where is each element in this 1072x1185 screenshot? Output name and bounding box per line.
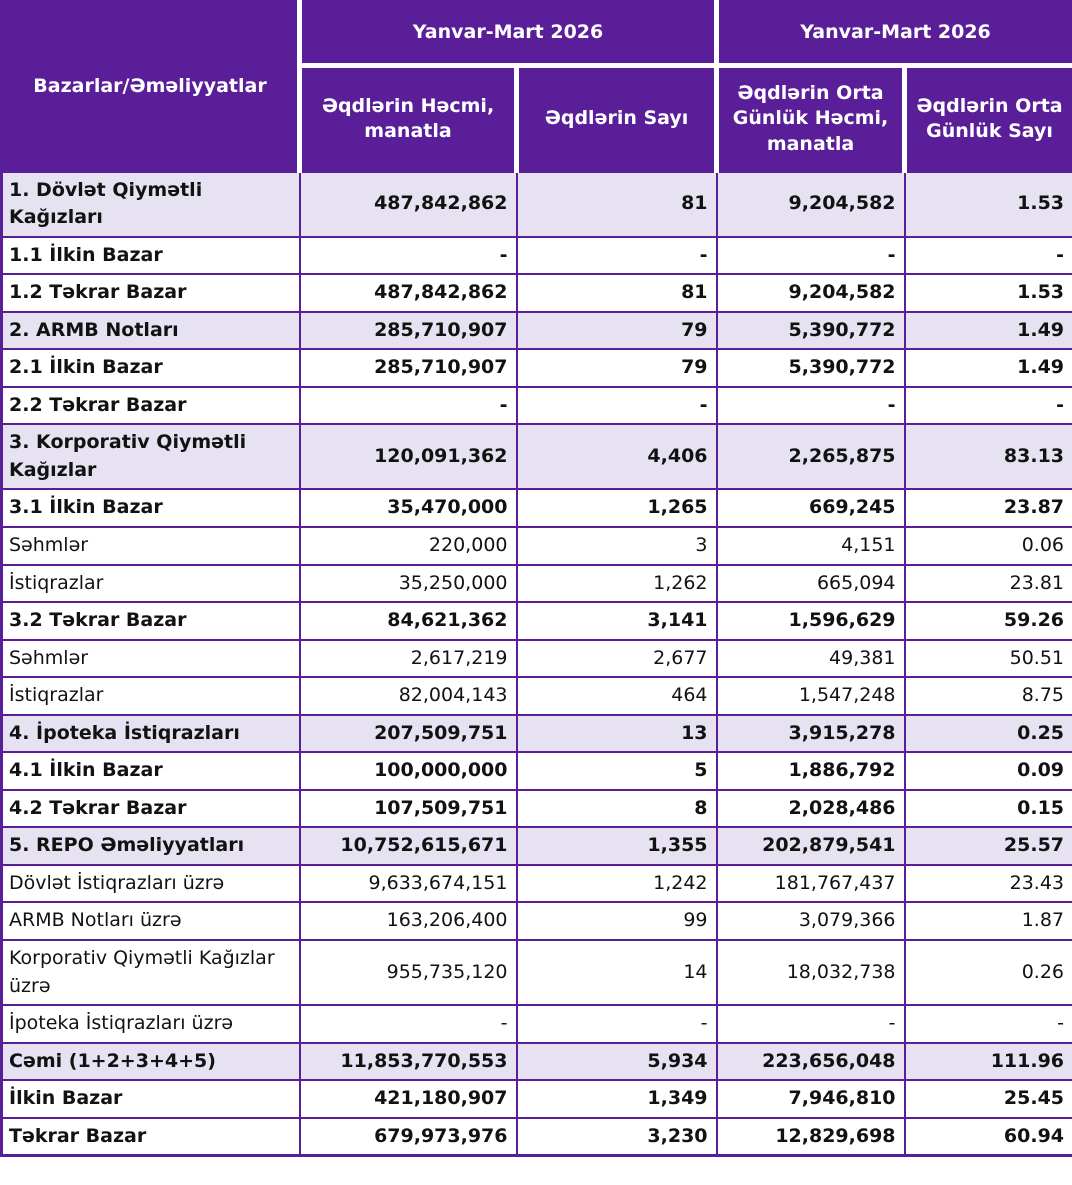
value-cell: 79 bbox=[517, 312, 717, 350]
value-cell: 120,091,362 bbox=[300, 424, 517, 489]
value-cell: 955,735,120 bbox=[300, 940, 517, 1005]
value-cell: 2,617,219 bbox=[300, 640, 517, 678]
value-cell: 3,230 bbox=[517, 1118, 717, 1156]
value-cell: 207,509,751 bbox=[300, 715, 517, 753]
value-cell: 35,470,000 bbox=[300, 489, 517, 527]
value-cell: 669,245 bbox=[717, 489, 905, 527]
col-header-deal-volume: Əqdlərin Həcmi, manatla bbox=[300, 66, 517, 172]
table-row bbox=[2, 790, 1072, 828]
value-cell: 202,879,541 bbox=[717, 827, 905, 865]
value-cell: 1,262 bbox=[517, 565, 717, 603]
value-cell: 84,621,362 bbox=[300, 602, 517, 640]
row-label: Cəmi (1+2+3+4+5) bbox=[2, 1043, 300, 1081]
value-cell: 665,094 bbox=[717, 565, 905, 603]
value-cell: - bbox=[905, 237, 1072, 275]
value-cell: 285,710,907 bbox=[300, 349, 517, 387]
value-cell: - bbox=[517, 1005, 717, 1043]
value-cell: 12,829,698 bbox=[717, 1118, 905, 1156]
row-label: 1.2 Təkrar Bazar bbox=[2, 274, 300, 312]
value-cell: 35,250,000 bbox=[300, 565, 517, 603]
table-row bbox=[2, 237, 1072, 275]
value-cell: 14 bbox=[517, 940, 717, 1005]
row-label: 4. İpoteka İstiqrazları bbox=[2, 715, 300, 753]
row-label: İstiqrazlar bbox=[2, 677, 300, 715]
value-cell: 8 bbox=[517, 790, 717, 828]
row-label: 1. Dövlət Qiymətli Kağızları bbox=[2, 172, 300, 237]
value-cell: 111.96 bbox=[905, 1043, 1072, 1081]
value-cell: 3,079,366 bbox=[717, 902, 905, 940]
value-cell: 4,151 bbox=[717, 527, 905, 565]
table-row bbox=[2, 1043, 1072, 1081]
row-label: Səhmlər bbox=[2, 640, 300, 678]
table-row bbox=[2, 640, 1072, 678]
value-cell: 1,886,792 bbox=[717, 752, 905, 790]
value-cell: 2,677 bbox=[517, 640, 717, 678]
row-label: 4.2 Təkrar Bazar bbox=[2, 790, 300, 828]
value-cell: 679,973,976 bbox=[300, 1118, 517, 1156]
value-cell: 1.49 bbox=[905, 312, 1072, 350]
period-group-1-header: Yanvar-Mart 2026 bbox=[300, 2, 717, 66]
row-label: İstiqrazlar bbox=[2, 565, 300, 603]
table-row bbox=[2, 565, 1072, 603]
value-cell: - bbox=[717, 387, 905, 425]
table-row bbox=[2, 1005, 1072, 1043]
value-cell: 3,915,278 bbox=[717, 715, 905, 753]
value-cell: - bbox=[905, 387, 1072, 425]
value-cell: 0.06 bbox=[905, 527, 1072, 565]
value-cell: 49,381 bbox=[717, 640, 905, 678]
value-cell: 5,390,772 bbox=[717, 312, 905, 350]
table-row bbox=[2, 349, 1072, 387]
value-cell: 10,752,615,671 bbox=[300, 827, 517, 865]
value-cell: 9,204,582 bbox=[717, 274, 905, 312]
value-cell: 421,180,907 bbox=[300, 1080, 517, 1118]
value-cell: 487,842,862 bbox=[300, 172, 517, 237]
value-cell: - bbox=[717, 237, 905, 275]
value-cell: 0.25 bbox=[905, 715, 1072, 753]
col-header-avg-daily-volume: Əqdlərin Orta Günlük Həcmi, manatla bbox=[717, 66, 905, 172]
table-row bbox=[2, 752, 1072, 790]
row-label: 2.2 Təkrar Bazar bbox=[2, 387, 300, 425]
value-cell: 81 bbox=[517, 274, 717, 312]
table-header bbox=[2, 2, 1072, 172]
table-row bbox=[2, 1118, 1072, 1156]
table-row bbox=[2, 940, 1072, 1005]
value-cell: 0.26 bbox=[905, 940, 1072, 1005]
value-cell: 81 bbox=[517, 172, 717, 237]
value-cell: 3 bbox=[517, 527, 717, 565]
row-label: Korporativ Qiymətli Kağızlar üzrə bbox=[2, 940, 300, 1005]
row-label: Təkrar Bazar bbox=[2, 1118, 300, 1156]
value-cell: 8.75 bbox=[905, 677, 1072, 715]
value-cell: 3,141 bbox=[517, 602, 717, 640]
value-cell: 1,349 bbox=[517, 1080, 717, 1118]
table-row bbox=[2, 312, 1072, 350]
row-label: 3.2 Təkrar Bazar bbox=[2, 602, 300, 640]
value-cell: 5,934 bbox=[517, 1043, 717, 1081]
value-cell: 1,265 bbox=[517, 489, 717, 527]
value-cell: 487,842,862 bbox=[300, 274, 517, 312]
value-cell: 220,000 bbox=[300, 527, 517, 565]
value-cell: 1.49 bbox=[905, 349, 1072, 387]
table-row bbox=[2, 274, 1072, 312]
value-cell: 23.43 bbox=[905, 865, 1072, 903]
row-label: 2. ARMB Notları bbox=[2, 312, 300, 350]
value-cell: 59.26 bbox=[905, 602, 1072, 640]
value-cell: 5,390,772 bbox=[717, 349, 905, 387]
value-cell: 2,265,875 bbox=[717, 424, 905, 489]
value-cell: 50.51 bbox=[905, 640, 1072, 678]
row-label: Dövlət İstiqrazları üzrə bbox=[2, 865, 300, 903]
value-cell: 1,596,629 bbox=[717, 602, 905, 640]
value-cell: - bbox=[300, 387, 517, 425]
row-label: 2.1 İlkin Bazar bbox=[2, 349, 300, 387]
value-cell: 285,710,907 bbox=[300, 312, 517, 350]
row-label: 3.1 İlkin Bazar bbox=[2, 489, 300, 527]
row-label: ARMB Notları üzrə bbox=[2, 902, 300, 940]
group-header-row bbox=[2, 2, 1072, 66]
table-row bbox=[2, 489, 1072, 527]
period-group-2-header: Yanvar-Mart 2026 bbox=[717, 2, 1072, 66]
value-cell: 223,656,048 bbox=[717, 1043, 905, 1081]
value-cell: - bbox=[300, 237, 517, 275]
row-label: 1.1 İlkin Bazar bbox=[2, 237, 300, 275]
row-label: İlkin Bazar bbox=[2, 1080, 300, 1118]
value-cell: 9,204,582 bbox=[717, 172, 905, 237]
value-cell: 5 bbox=[517, 752, 717, 790]
row-label: Səhmlər bbox=[2, 527, 300, 565]
value-cell: 4,406 bbox=[517, 424, 717, 489]
value-cell: 1.53 bbox=[905, 274, 1072, 312]
value-cell: 60.94 bbox=[905, 1118, 1072, 1156]
row-label: İpoteka İstiqrazları üzrə bbox=[2, 1005, 300, 1043]
col-header-deal-count: Əqdlərin Sayı bbox=[517, 66, 717, 172]
value-cell: 1.87 bbox=[905, 902, 1072, 940]
value-cell: 13 bbox=[517, 715, 717, 753]
value-cell: - bbox=[717, 1005, 905, 1043]
table-row bbox=[2, 172, 1072, 237]
table-body bbox=[2, 172, 1072, 1156]
value-cell: 82,004,143 bbox=[300, 677, 517, 715]
value-cell: 1,242 bbox=[517, 865, 717, 903]
row-axis-header: Bazarlar/Əməliyyatlar bbox=[2, 2, 300, 172]
value-cell: 2,028,486 bbox=[717, 790, 905, 828]
table-row bbox=[2, 827, 1072, 865]
value-cell: 107,509,751 bbox=[300, 790, 517, 828]
value-cell: 83.13 bbox=[905, 424, 1072, 489]
value-cell: 1,355 bbox=[517, 827, 717, 865]
value-cell: - bbox=[517, 387, 717, 425]
value-cell: 23.81 bbox=[905, 565, 1072, 603]
value-cell: 7,946,810 bbox=[717, 1080, 905, 1118]
value-cell: 1,547,248 bbox=[717, 677, 905, 715]
value-cell: 0.15 bbox=[905, 790, 1072, 828]
table-row bbox=[2, 387, 1072, 425]
table-row bbox=[2, 902, 1072, 940]
value-cell: 9,633,674,151 bbox=[300, 865, 517, 903]
table-row bbox=[2, 424, 1072, 489]
table-row bbox=[2, 677, 1072, 715]
value-cell: 163,206,400 bbox=[300, 902, 517, 940]
table-row bbox=[2, 865, 1072, 903]
value-cell: 18,032,738 bbox=[717, 940, 905, 1005]
value-cell: 11,853,770,553 bbox=[300, 1043, 517, 1081]
value-cell: - bbox=[517, 237, 717, 275]
value-cell: - bbox=[905, 1005, 1072, 1043]
value-cell: 1.53 bbox=[905, 172, 1072, 237]
row-label: 5. REPO Əməliyyatları bbox=[2, 827, 300, 865]
table-row bbox=[2, 527, 1072, 565]
table-row bbox=[2, 1080, 1072, 1118]
row-label: 4.1 İlkin Bazar bbox=[2, 752, 300, 790]
value-cell: 25.45 bbox=[905, 1080, 1072, 1118]
value-cell: 25.57 bbox=[905, 827, 1072, 865]
value-cell: 99 bbox=[517, 902, 717, 940]
col-header-avg-daily-count: Əqdlərin Orta Günlük Sayı bbox=[905, 66, 1072, 172]
value-cell: 181,767,437 bbox=[717, 865, 905, 903]
value-cell: - bbox=[300, 1005, 517, 1043]
table-row bbox=[2, 715, 1072, 753]
value-cell: 23.87 bbox=[905, 489, 1072, 527]
table-row bbox=[2, 602, 1072, 640]
value-cell: 100,000,000 bbox=[300, 752, 517, 790]
row-label: 3. Korporativ Qiymətli Kağızlar bbox=[2, 424, 300, 489]
value-cell: 464 bbox=[517, 677, 717, 715]
value-cell: 0.09 bbox=[905, 752, 1072, 790]
value-cell: 79 bbox=[517, 349, 717, 387]
